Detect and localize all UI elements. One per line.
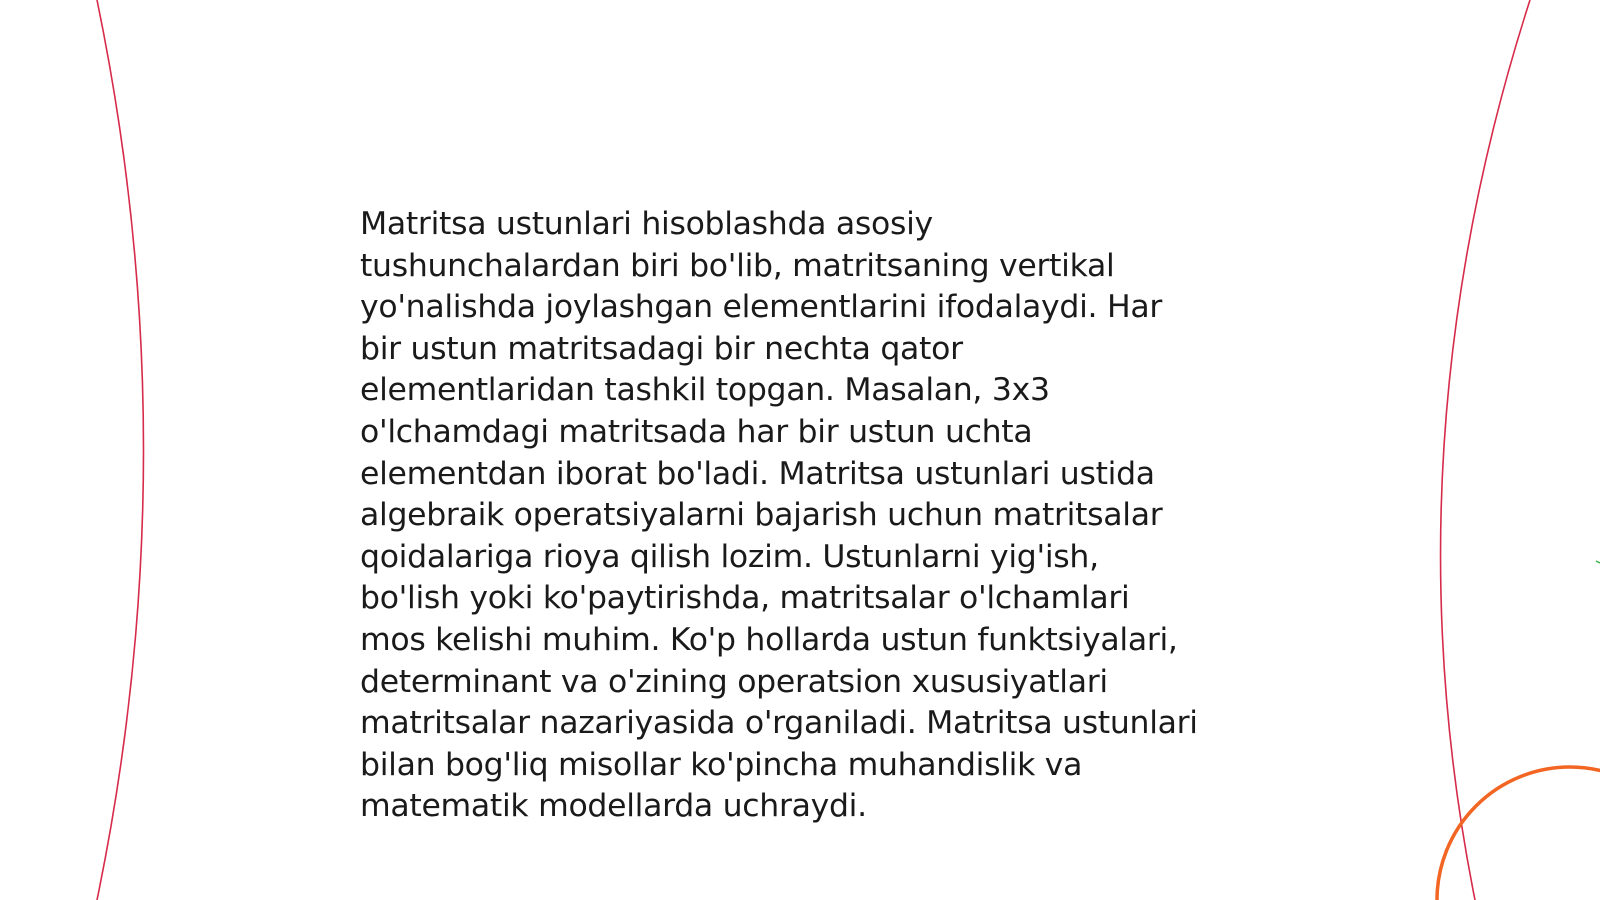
green-accent-mark <box>1596 561 1600 563</box>
left-arc-line <box>97 0 144 900</box>
orange-circle-outline <box>1437 767 1600 900</box>
body-paragraph: Matritsa ustunlari hisoblashda asosiy tushunchalardan biri bo'lib, matritsaning vertikal yo'nalishda joylashgan elementlarini ifodalaydi. Har bir ustun matritsadagi bir nechta qator elementlaridan tashkil topgan. Masalan, 3x3 o'lchamdagi matritsada har bir ustun uchta elementdan iborat bo'ladi. Matritsa ustunlari ustida algebraik operatsiyalarni bajarish uchun matritsalar qoidalariga rioya qilish lozim. Ustunlarni yig'ish, bo'lish yoki ko'paytirishda, matritsalar o'lchamlari mos kelishi muhim. Ko'p hollarda ustun funktsiyalari, determinant va o'zining operatsion xususiyatlari matritsalar nazariyasida o'rganiladi. Matritsa ustunlari bilan bog'liq misollar ko'pincha muhandislik va matematik modellarda uchraydi. <box>360 206 1198 825</box>
right-arc-line <box>1441 0 1530 900</box>
